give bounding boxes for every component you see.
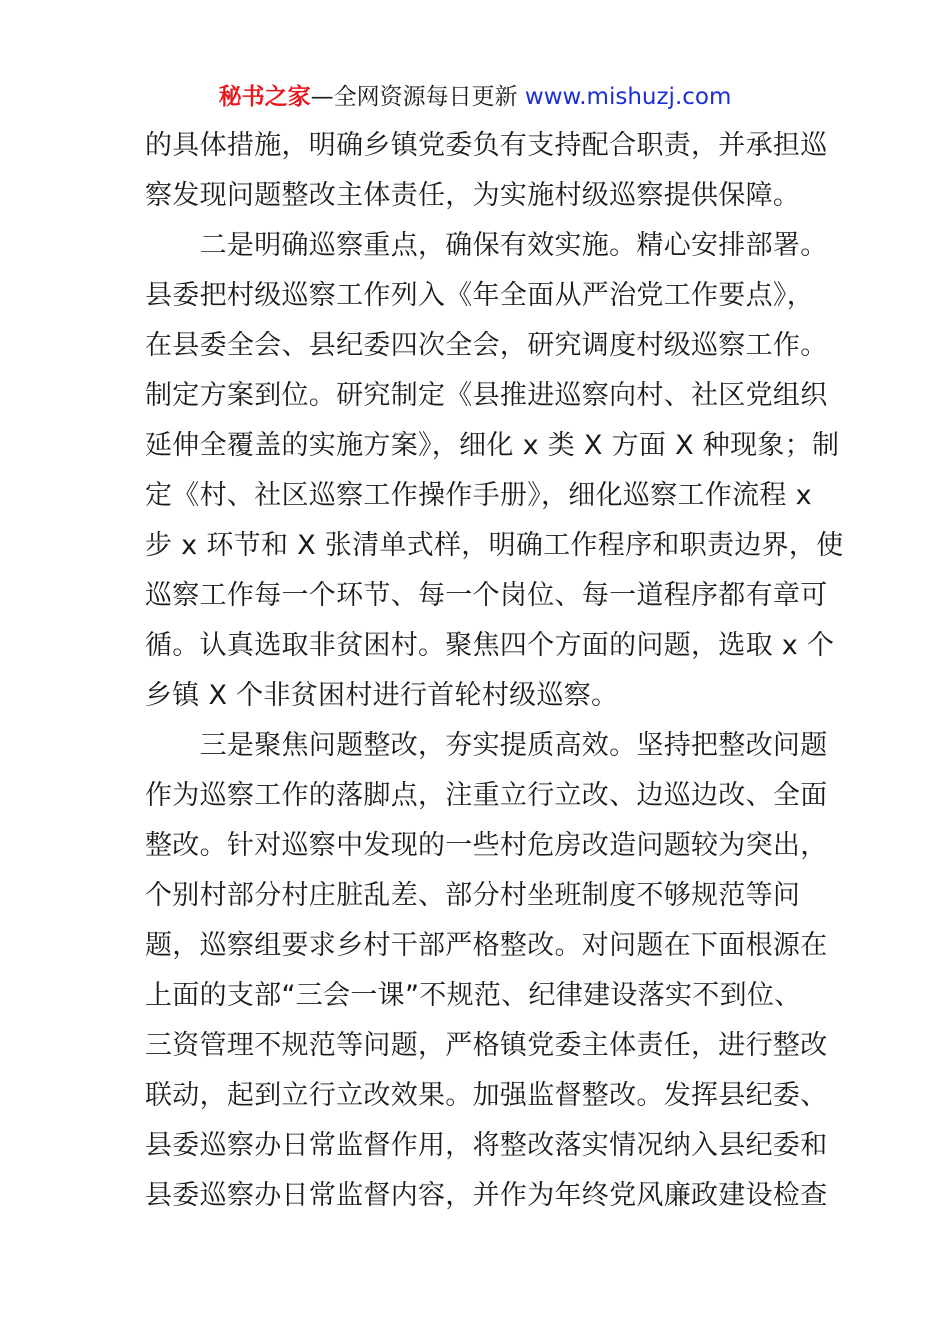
text-line: 个别村部分村庄脏乱差、部分村坐班制度不够规范等问 (145, 880, 801, 911)
header-slogan: —全网资源每日更新 (310, 84, 525, 110)
text-line: 三资管理不规范等问题，严格镇党委主体责任，进行整改 (145, 1030, 828, 1061)
text-line: 察发现问题整改主体责任，为实施村级巡察提供保障。 (145, 180, 801, 211)
text-line: 三是聚焦问题整改，夯实提质高效。坚持把整改问题 (145, 730, 828, 761)
text-line: 二是明确巡察重点，确保有效实施。精心安排部署。 (145, 230, 828, 261)
text-line: 制定方案到位。研究制定《县推进巡察向村、社区党组织 (145, 380, 828, 411)
text-line: 巡察工作每一个环节、每一个岗位、每一道程序都有章可 (145, 580, 828, 611)
text-line: 定《村、社区巡察工作操作手册》，细化巡察工作流程 x (145, 480, 812, 511)
text-line: 县委巡察办日常监督作用，将整改落实情况纳入县纪委和 (145, 1130, 828, 1161)
text-line: 的具体措施，明确乡镇党委负有支持配合职责，并承担巡 (145, 130, 828, 161)
text-line: 上面的支部“三会一课”不规范、纪律建设落实不到位、 (145, 980, 802, 1011)
text-line: 在县委全会、县纪委四次全会，研究调度村级巡察工作。 (145, 330, 828, 361)
text-line: 延伸全覆盖的实施方案》，细化 x 类 X 方面 X 种现象；制 (145, 430, 840, 461)
page-header (0, 80, 950, 114)
website-link[interactable]: www.mishuzj.com (524, 84, 732, 110)
text-line: 县委把村级巡察工作列入《年全面从严治党工作要点》， (145, 280, 814, 311)
text-line: 整改。针对巡察中发现的一些村危房改造问题较为突出， (145, 830, 828, 861)
text-line: 县委巡察办日常监督内容，并作为年终党风廉政建设检查 (145, 1180, 828, 1211)
text-line: 联动，起到立行立改效果。加强监督整改。发挥县纪委、 (145, 1080, 828, 1111)
text-line: 题，巡察组要求乡村干部严格整改。对问题在下面根源在 (145, 930, 828, 961)
document-body (145, 121, 844, 1221)
text-line: 乡镇 X 个非贫困村进行首轮村级巡察。 (145, 680, 619, 711)
text-line: 步 x 环节和 X 张清单式样，明确工作程序和职责边界，使 (145, 530, 844, 561)
text-line: 作为巡察工作的落脚点，注重立行立改、边巡边改、全面 (145, 780, 828, 811)
text-line: 循。认真选取非贫困村。聚焦四个方面的问题，选取 x 个 (145, 630, 835, 661)
brand-name: 秘书之家 (218, 84, 311, 110)
